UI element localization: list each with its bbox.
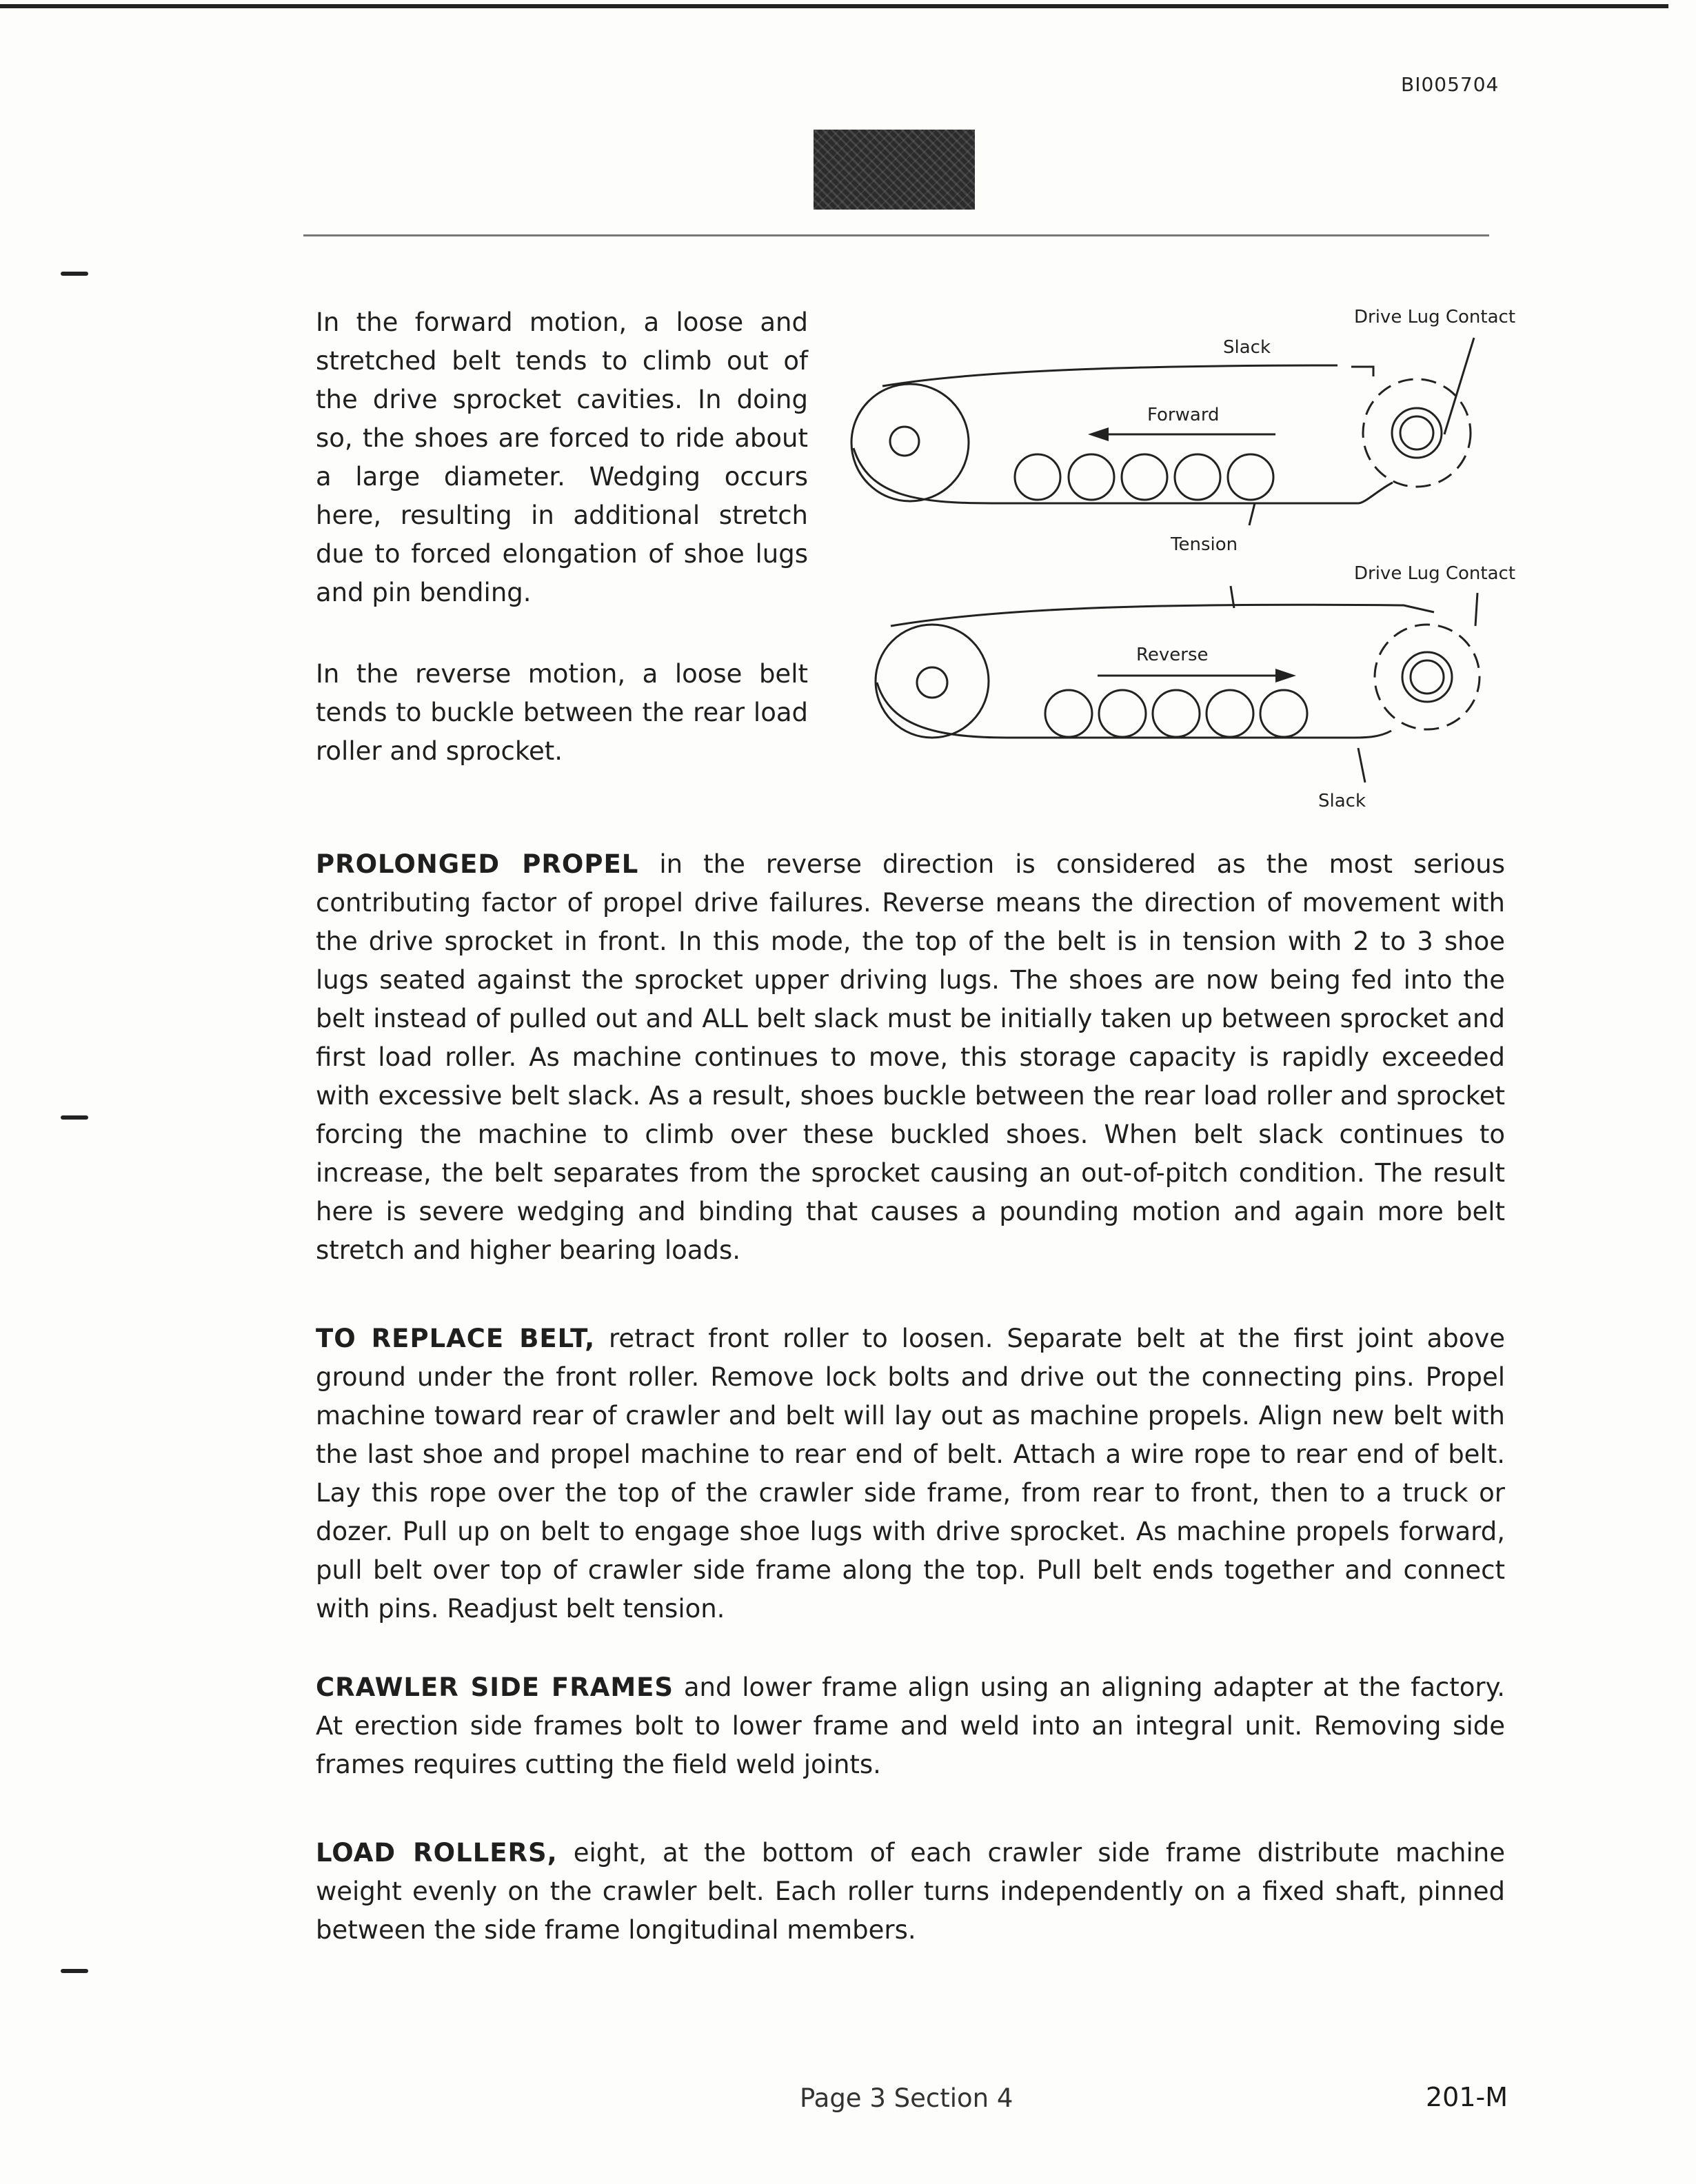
- front-idler-hub: [917, 667, 947, 698]
- document-code: 201-M: [1426, 2082, 1508, 2112]
- drive-sprocket: [1375, 625, 1480, 729]
- margin-mark: [61, 272, 88, 276]
- belt-bottom-strand: [877, 682, 1391, 738]
- document-id: BI005704: [1401, 73, 1500, 96]
- load-roller: [1228, 454, 1273, 500]
- forward-motion-paragraph: In the forward motion, a loose and stretched belt tends to climb out of the drive sprocket cavities. In doing so, the shoes are forced to ride about a large diameter. Wedging occurs here, resulting in additional stretch due to forced elongation of shoe lugs and pin bending.: [316, 307, 808, 607]
- slack-pointer: [1351, 367, 1373, 376]
- reverse-motion-paragraph: In the reverse motion, a loose belt tends to buckle between the rear load roller and sprocket.: [316, 659, 808, 766]
- header-rule: [303, 234, 1489, 236]
- load-roller: [1207, 690, 1253, 737]
- load-roller: [1175, 454, 1220, 500]
- section-body: eight, at the bottom of each crawler side frame distribute machine weight evenly on the crawler belt. Each roller turns independently on a fixed shaft, pinned between the side frame longitudinal members.: [316, 1838, 1505, 1945]
- drive-lug-label-top: Drive Lug Contact: [1354, 307, 1516, 327]
- company-logo: [814, 130, 975, 210]
- forward-motion-diagram: [851, 338, 1474, 525]
- drive-lug-pointer: [1475, 593, 1477, 626]
- sprocket-center: [1411, 660, 1444, 694]
- section-body: in the reverse direction is considered as the most serious contributing factor of propel drive failures. Reverse means the direction of movement with the drive sprocket in front. In this mode, the top of the belt is in tension with 2 to 3 shoe lugs seated against the sprocket upper driving lugs. The shoes are now being fed into the belt instead of pulled out and ALL belt slack must be initially taken up between sprocket and first load roller. As machine continues to move, this storage capacity is rapidly exceeded with excessive belt slack. As a result, shoes buckle between the rear load roller and sprocket forcing the machine to climb over these buckled shoes. When belt slack continues to increase, the belt separates from the sprocket causing an out-of-pitch condition. The result here is severe wedging and binding that causes a pounding motion and again more belt stretch and higher bearing loads.: [316, 849, 1505, 1265]
- belt-top-strand: [891, 605, 1434, 626]
- forward-label: Forward: [1147, 405, 1220, 425]
- replace-belt-paragraph: [316, 1320, 1505, 1628]
- front-idler-hub: [890, 427, 919, 456]
- load-roller: [1069, 454, 1114, 500]
- load-rollers-paragraph: [316, 1834, 1505, 1950]
- margin-mark: [61, 1969, 88, 1973]
- load-roller: [1045, 690, 1092, 737]
- section-body: and lower frame align using an aligning adapter at the factory. At erection side frames bolt to lower frame and weld into an integral unit. Removing side frames requires cutting the field weld joints.: [316, 1672, 1505, 1779]
- belt-top-strand: [882, 365, 1337, 386]
- load-roller: [1260, 690, 1307, 737]
- section-lead: PROLONGED PROPEL: [316, 849, 639, 879]
- drive-lug-label-bottom: Drive Lug Contact: [1354, 563, 1516, 584]
- slack-label-bottom: Slack: [1318, 791, 1366, 811]
- section-lead: TO REPLACE BELT,: [316, 1324, 596, 1353]
- drive-sprocket: [1363, 379, 1471, 487]
- reverse-arrow: [1098, 669, 1296, 682]
- sprocket-center: [1400, 416, 1433, 449]
- reverse-motion-diagram: [876, 586, 1480, 782]
- front-idler-wheel: [876, 625, 989, 738]
- section-lead: LOAD ROLLERS,: [316, 1838, 558, 1868]
- slack-label-top: Slack: [1223, 337, 1271, 358]
- section-body: retract front roller to loosen. Separate belt at the first joint above ground under the front roller. Remove lock bolts and drive out the connecting pins. Propel machine toward rear of crawler and belt will lay out as machine propels. Align new belt with the last shoe and propel machine to rear end of belt. Attach a wire rope to rear end of belt. Lay this rope over the top of the crawler side frame, from rear to front, then to a truck or dozer. Pull up on belt to engage shoe lugs with drive sprocket. As machine propels forward, pull belt over top of crawler side frame along the top. Pull belt ends together and connect with pins. Readjust belt tension.: [316, 1324, 1505, 1624]
- forward-arrow: [1088, 427, 1275, 441]
- slack-pointer: [1358, 748, 1365, 782]
- crawler-side-frames-paragraph: [316, 1668, 1505, 1784]
- margin-mark: [61, 1115, 88, 1120]
- drive-lug-pointer: [1444, 338, 1474, 434]
- front-idler-wheel: [851, 384, 969, 501]
- top-border-rule: [0, 4, 1668, 8]
- crawler-belt-diagram: [827, 296, 1517, 820]
- section-lead: CRAWLER SIDE FRAMES: [316, 1672, 674, 1702]
- reverse-label: Reverse: [1136, 645, 1209, 665]
- load-roller: [1099, 690, 1146, 737]
- prolonged-propel-paragraph: [316, 845, 1505, 1270]
- tension-pointer: [1249, 503, 1255, 525]
- tension-label: Tension: [1171, 534, 1238, 555]
- load-roller: [1015, 454, 1060, 500]
- page-number: Page 3 Section 4: [800, 2083, 1013, 2113]
- load-roller: [1153, 690, 1200, 737]
- load-roller: [1122, 454, 1167, 500]
